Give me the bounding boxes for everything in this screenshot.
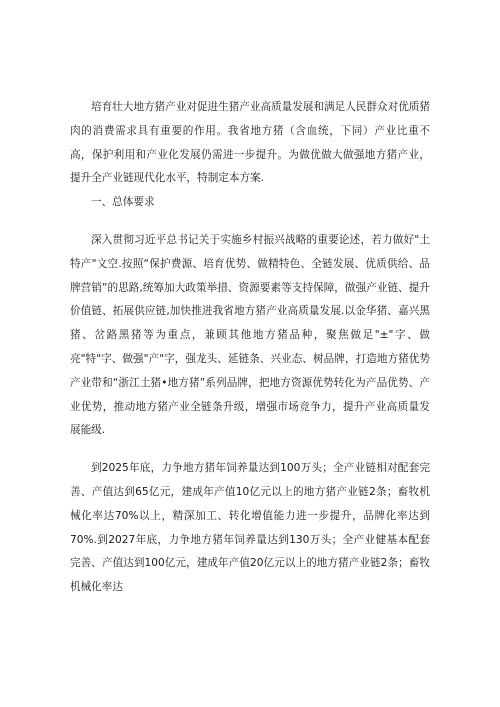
intro-paragraph: 培育壮大地方猪产业对促进生猪产业高质量发展和满足人民群众对优质猪肉的消费需求具有重要的作用。我省地方猪（含血统，下同）产业比重不高，保护利用和产业化发展仍需进一步提升。为做优做大做强地方猪产业，提升全产业链现代化水平，特制定本方案. xyxy=(70,101,430,185)
section-heading-general-requirements: 一、总体要求 xyxy=(91,196,155,209)
targets-paragraph: 到2025年底，力争地方猪年饲养量达到100万头；全产业链相对配套完善、产值达到65亿元，建成年产值10亿元以上的地方猪产业链2条；畜牧机械化率达70%以上，精深加工、转化增值能力进一步提升，品牌化率达到70%.到2027年底，力争地方猪年饲养量达到130万头；全产业健基本配套完善、产值达到100亿元，建成年产值20亿元以上的地方猪产业链2条；畜牧机械化率达 xyxy=(70,462,430,594)
requirements-paragraph: 深入贯彻习近平总书记关于实施乡村振兴战略的重要论述，若力做好"土特产"文空.按照“保护费源、培育优势、做精特色、全链发展、优质供给、品牌营销”的思路,统筹加大政策举措、资源要素等支持保障，做强产业链、提升价值链、拓展供应链,加快推进我省地方猪产业高质量发展.以金华猪、嘉兴黑猪、岔路黑猪等为重点，兼顾其他地方猪品种，聚焦做足"±"字、做亮"特"字、做强"产"字，强龙头、延链条、兴业态、树品牌，打造地方猪优势产业带和“浙江土猪•地方猪”系列品牌，把地方资源优势转化为产品优势、产业优势，推动地方猪产业全链条升级，增强市场竞争力，提升产业高质量发展能级. xyxy=(70,233,430,437)
